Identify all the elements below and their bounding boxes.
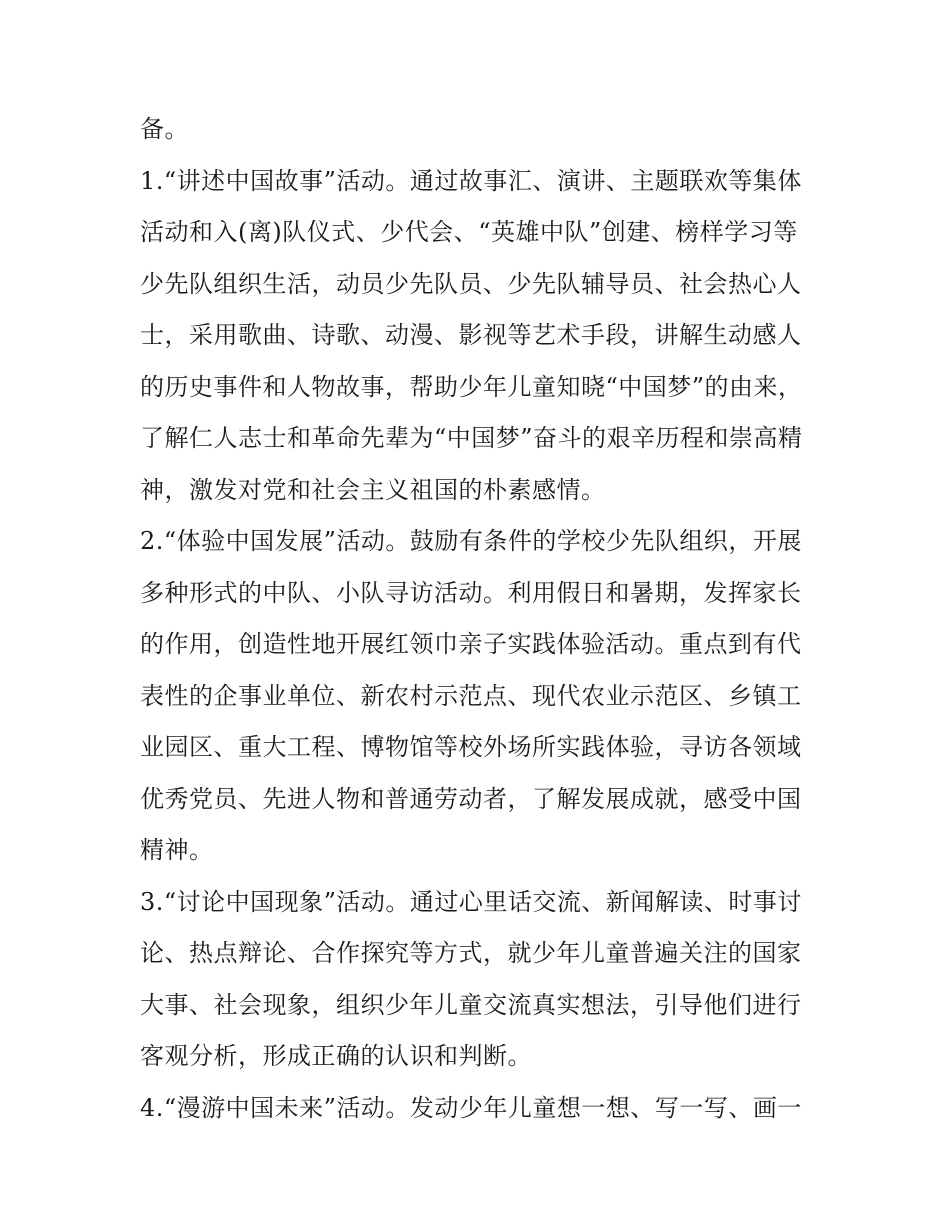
text-line: 论、热点辩论、合作探究等方式，就少年儿童普遍关注的国家 <box>140 939 802 967</box>
document-body <box>140 104 812 1134</box>
text-line: 优秀党员、先进人物和普通劳动者，了解发展成就，感受中国 <box>140 784 802 813</box>
text-line: 2.“体验中国发展”活动。鼓励有条件的学校少先队组织，开展 <box>140 527 802 555</box>
text-line: 士，采用歌曲、诗歌、动漫、影视等艺术手段，讲解生动感人 <box>140 321 802 349</box>
text-line: 业园区、重大工程、博物馆等校外场所实践体验，寻访各领域 <box>140 733 802 761</box>
text-line: 备。 <box>140 115 189 143</box>
text-line: 活动和入(离)队仪式、少代会、“英雄中队”创建、榜样学习等 <box>140 218 798 246</box>
text-line: 4.“漫游中国未来”活动。发动少年儿童想一想、写一写、画一 <box>140 1093 802 1122</box>
text-line: 了解仁人志士和革命先辈为“中国梦”奋斗的艰辛历程和崇高精 <box>140 424 803 452</box>
text-line: 3.“讨论中国现象”活动。通过心里话交流、新闻解读、时事讨 <box>140 887 802 916</box>
text-line: 1.“讲述中国故事”活动。通过故事汇、演讲、主题联欢等集体 <box>140 166 802 195</box>
text-line: 客观分析，形成正确的认识和判断。 <box>140 1042 532 1070</box>
text-line: 的历史事件和人物故事，帮助少年儿童知晓“中国梦”的由来， <box>140 372 803 401</box>
text-line: 的作用，创造性地开展红领巾亲子实践体验活动。重点到有代 <box>140 630 802 658</box>
text-line: 少先队组织生活，动员少先队员、少先队辅导员、社会热心人 <box>140 269 802 298</box>
text-line: 多种形式的中队、小队寻访活动。利用假日和暑期，发挥家长 <box>140 578 802 607</box>
text-line: 精神。 <box>140 836 214 864</box>
text-line: 大事、社会现象，组织少年儿童交流真实想法，引导他们进行 <box>140 990 802 1019</box>
text-line: 表性的企事业单位、新农村示范点、现代农业示范区、乡镇工 <box>140 681 802 710</box>
text-line: 神，激发对党和社会主义祖国的朴素感情。 <box>140 475 606 504</box>
